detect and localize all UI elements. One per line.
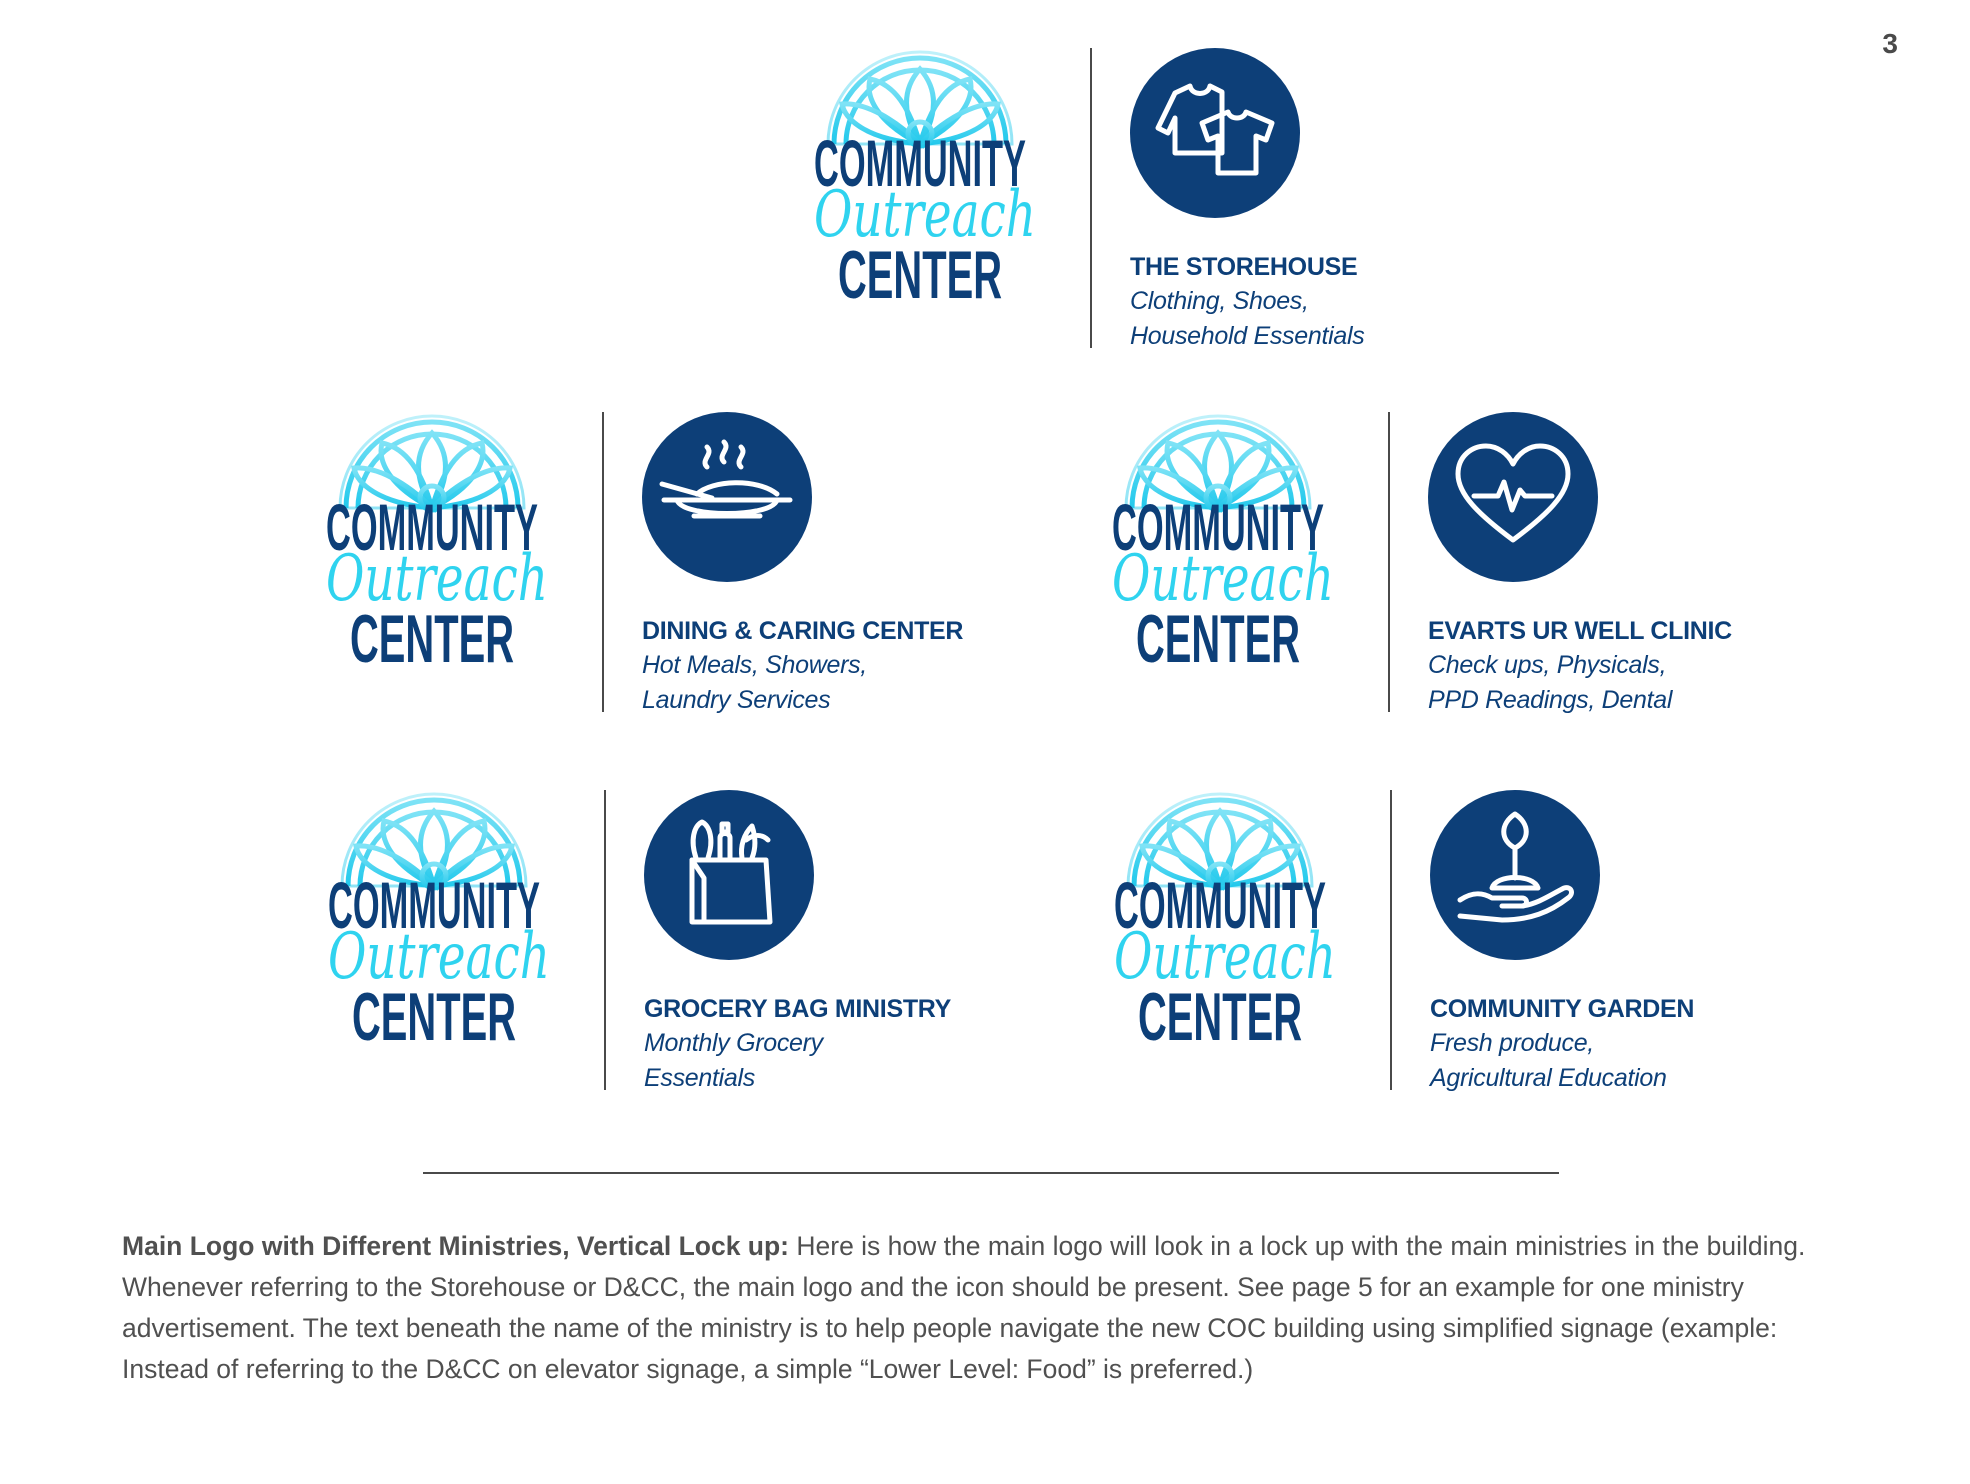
logo-word-outreach: Outreach [814,178,1036,252]
ministry-name: COMMUNITY GARDEN [1430,995,1695,1023]
logo-word-community: COMMUNITY [1112,490,1324,564]
ministry-name: THE STOREHOUSE [1130,253,1358,281]
heart-pulse-icon [1428,412,1598,582]
lockup-community-garden [1070,790,1970,1090]
ministry-desc-line2: Laundry Services [642,686,831,714]
ministry-name: GROCERY BAG MINISTRY [644,995,951,1023]
logo-word-center: CENTER [350,601,514,677]
caption-paragraph [122,1226,1822,1390]
lockup-divider [602,412,604,712]
ministry-desc-line1: Clothing, Shoes, [1130,287,1309,315]
lockup-grocery-bag-ministry [284,790,1184,1090]
logo-word-community: COMMUNITY [814,126,1026,200]
hot-meal-icon [642,412,812,582]
grocery-bag-icon [644,790,814,960]
coc-logo [770,48,1070,348]
lockup-divider [604,790,606,1090]
logo-word-center: CENTER [838,237,1002,313]
logo-word-center: CENTER [1136,601,1300,677]
lockup-divider [1388,412,1390,712]
logo-word-outreach: Outreach [1112,542,1334,616]
clothing-icon [1130,48,1300,218]
ministry-desc-line2: Household Essentials [1130,322,1365,350]
lockup-dining-caring-center [282,412,1182,712]
logo-word-community: COMMUNITY [326,490,538,564]
lockup-storehouse [770,48,1670,348]
coc-logo [282,412,582,712]
ministry-desc-line1: Check ups, Physicals, [1428,651,1667,679]
page-number: 3 [1882,28,1898,59]
caption-lead: Main Logo with Different Ministries, Vertical Lock up: [122,1231,789,1261]
ministry-desc-line1: Monthly Grocery [644,1029,823,1057]
ministry-desc-line1: Hot Meals, Showers, [642,651,867,679]
plant-in-hand-icon [1430,790,1600,960]
logo-word-outreach: Outreach [1114,920,1336,994]
logo-word-outreach: Outreach [326,542,548,616]
coc-logo [1068,412,1368,712]
logo-word-community: COMMUNITY [1114,868,1326,942]
lockup-evarts-ur-well-clinic [1068,412,1968,712]
coc-logo [284,790,584,1090]
ministry-desc-line1: Fresh produce, [1430,1029,1594,1057]
logo-word-center: CENTER [352,979,516,1055]
lockup-divider [1390,790,1392,1090]
logo-word-center: CENTER [1138,979,1302,1055]
lockup-divider [1090,48,1092,348]
ministry-desc-line2: Essentials [644,1064,755,1092]
logo-word-community: COMMUNITY [328,868,540,942]
ministry-desc-line2: PPD Readings, Dental [1428,686,1673,714]
section-separator [423,1172,1559,1174]
ministry-name: EVARTS UR WELL CLINIC [1428,617,1732,645]
logo-word-outreach: Outreach [328,920,550,994]
ministry-name: DINING & CARING CENTER [642,617,964,645]
ministry-desc-line2: Agricultural Education [1430,1064,1667,1092]
caption-body: Here is how the main logo will look in a lock up with the main ministries in the building. Whenever referring to the Storehouse or D&CC, the main logo and the icon should be present. See page 5 for an example for one ministry advertisement. The text beneath the name of the ministry is to help people navigate the new COC building using simplified signage (example: Instead of referring to the D&CC on elevator signage, a simple “Lower Level: Food” is preferred.) [122,1231,1806,1384]
coc-logo [1070,790,1370,1090]
